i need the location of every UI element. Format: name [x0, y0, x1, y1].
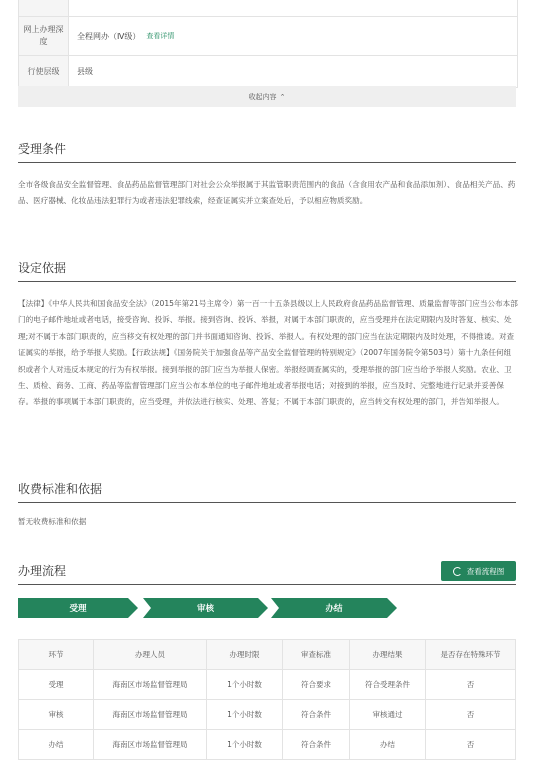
section-divider — [18, 502, 516, 503]
conditions-text: 全市各级食品安全监督管理、食品药品监督管理部门对社会公众举报属于其监管职责范围内的食品（含食用农产品和食品添加剂）、食品相关产品、药品、医疗器械、化妆品违法犯罪行为或者违法犯罪线索，经查证属实并立案查处后，予以相应物质奖励。 — [18, 180, 516, 206]
table-cell: 海南区市场监督管理局 — [94, 700, 207, 730]
view-flowchart-label: 查看流程图 — [466, 566, 505, 576]
section-divider — [18, 162, 516, 163]
section-title-conditions: 受理条件 — [18, 142, 67, 156]
process-table — [18, 639, 516, 760]
table-cell: 审核 — [19, 700, 94, 730]
table-header: 办理人员 — [94, 640, 207, 670]
step-label: 审核 — [196, 604, 214, 614]
info-row-level — [19, 55, 517, 87]
info-label-depth: 网上办理深度 — [19, 17, 69, 55]
table-row — [19, 730, 516, 760]
step-label: 受理 — [69, 604, 87, 614]
table-header: 审查标准 — [283, 640, 350, 670]
table-cell: 否 — [426, 700, 516, 730]
section-title-process: 办理流程 — [18, 564, 67, 578]
info-value-empty — [69, 0, 517, 16]
view-details-link[interactable]: 查看详情 — [146, 32, 175, 40]
step-label: 办结 — [325, 604, 343, 614]
table-cell: 受理 — [19, 670, 94, 700]
table-header-row — [19, 640, 516, 670]
table-cell: 符合条件 — [283, 700, 350, 730]
table-cell: 办结 — [19, 730, 94, 760]
section-title-fees: 收费标准和依据 — [18, 482, 103, 496]
table-header: 是否存在特殊环节 — [426, 640, 516, 670]
info-row-depth — [19, 16, 517, 55]
table-cell: 1个小时数 — [207, 670, 283, 700]
view-flowchart-button[interactable] — [441, 561, 516, 581]
chevron-up-icon: ⌃ — [279, 92, 286, 101]
step-accept — [18, 598, 138, 618]
table-row — [19, 700, 516, 730]
table-cell: 海南区市场监督管理局 — [94, 670, 207, 700]
section-title-basis: 设定依据 — [18, 261, 67, 275]
section-divider — [18, 281, 516, 282]
step-complete — [271, 598, 397, 618]
refresh-icon — [453, 567, 462, 576]
step-review — [143, 598, 268, 618]
depth-value: 全程网办（Ⅳ级） — [77, 31, 141, 41]
table-cell: 海南区市场监督管理局 — [94, 730, 207, 760]
table-cell: 符合要求 — [283, 670, 350, 700]
table-header: 办理时限 — [207, 640, 283, 670]
table-row — [19, 670, 516, 700]
info-table — [18, 0, 518, 88]
info-value-level: 县级 — [77, 67, 93, 76]
section-divider — [18, 584, 516, 585]
table-cell: 1个小时数 — [207, 700, 283, 730]
basis-text: 【法律】《中华人民共和国食品安全法》（2015年第21号主席令）第一百一十五条县级以上人民政府食品药品监督管理、质量监督等部门应当公布本部门的电子邮件地址或者电话，接受咨询、投诉、举报。接到咨询、投诉、举报，对属于本部门职责的，应当受理并在法定期限内及时答复、核实、处理;对不属于本部门职责的，应当移交有权处理的部门并书面通知咨询、投诉、举报人。有权处理的部门应当在法定期限内及时处理，不得推诿。对查证属实的举报，给予举报人奖励。【行政法规】《国务院关于加强食品等产品安全监督管理的特别规定》（2007年国务院令第503号）第十九条任何组织或者个人对违反本规定的行为有权举报。接到举报的部门应当为举报人保密。举报经调查属实的，受理举报的部门应当给予举报人奖励。农业、卫生、质检、商务、工商、药品等监督管理部门应当公布本单位的电子邮件地址或者举报电话；对接到的举报，应当及时、完整地进行记录并妥善保存。举报的事项属于本部门职责的，应当受理，并依法进行核实、处理、答复；不属于本部门职责的，应当转交有权处理的部门，并告知举报人。 — [18, 299, 518, 407]
table-cell: 否 — [426, 670, 516, 700]
table-cell: 审核通过 — [350, 700, 426, 730]
table-cell: 1个小时数 — [207, 730, 283, 760]
info-value-depth — [69, 17, 517, 55]
table-header: 环节 — [19, 640, 94, 670]
info-row-top — [19, 0, 517, 16]
table-cell: 符合条件 — [283, 730, 350, 760]
table-cell: 符合受理条件 — [350, 670, 426, 700]
table-cell: 办结 — [350, 730, 426, 760]
collapse-button[interactable] — [18, 86, 516, 107]
fees-text: 暂无收费标准和依据 — [18, 517, 87, 526]
collapse-label: 收起内容 — [248, 92, 277, 101]
table-header: 办理结果 — [350, 640, 426, 670]
info-label-empty — [19, 0, 69, 16]
info-label-level: 行使层级 — [19, 56, 69, 87]
table-cell: 否 — [426, 730, 516, 760]
